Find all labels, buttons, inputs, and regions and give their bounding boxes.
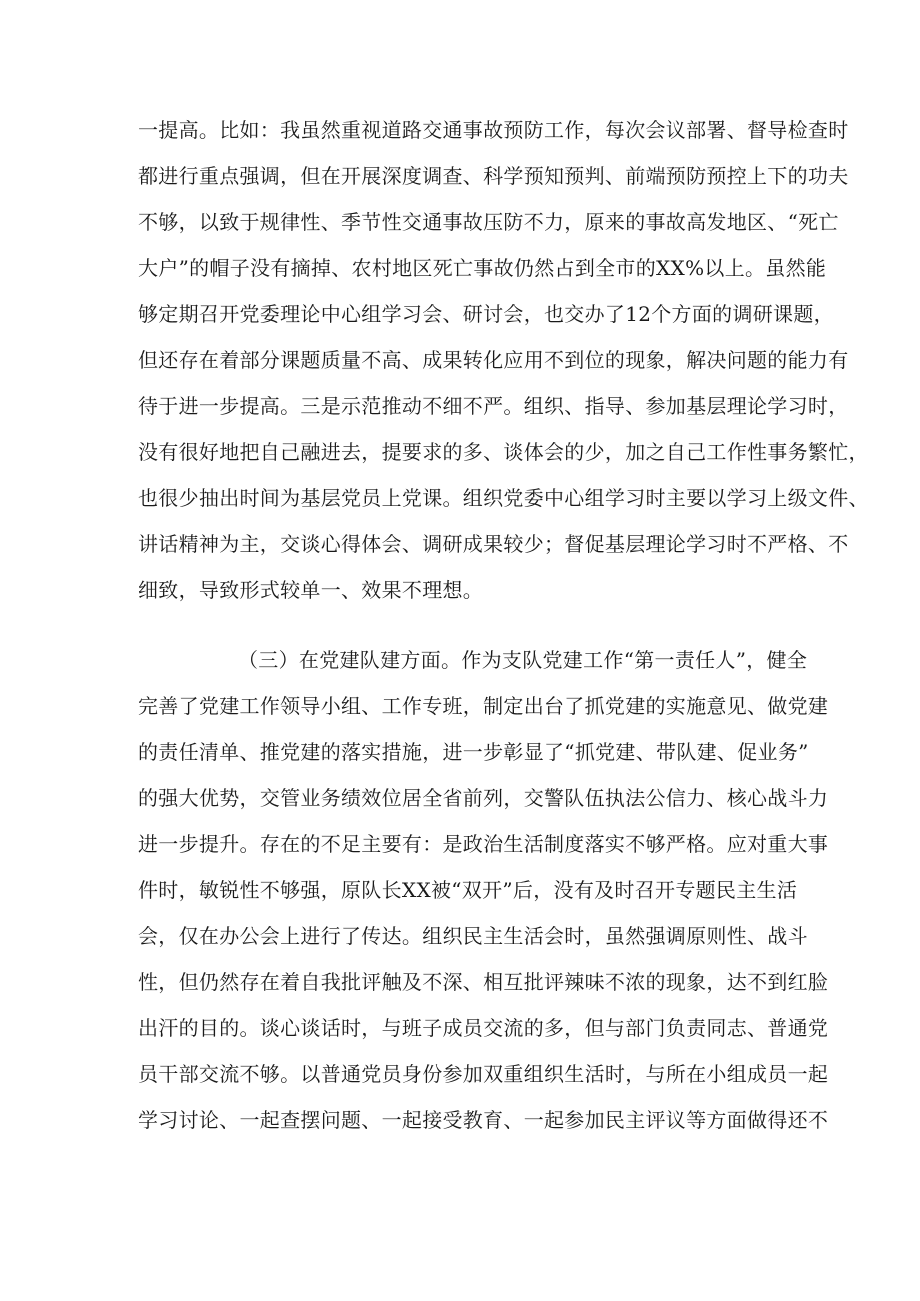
paragraph-line: 没有很好地把自己融进去，提要求的多、谈体会的少，加之自己工作性事务繁忙， (138, 440, 869, 464)
paragraph-line: 大户”的帽子没有摘掉、农村地区死亡事故仍然占到全市的XX%以上。虽然能 (138, 256, 827, 280)
paragraph-line: 性，但仍然存在着自我批评触及不深、相互批评辣味不浓的现象，达不到红脸 (138, 970, 829, 994)
paragraph-line: 都进行重点强调，但在开展深度调查、科学预知预判、前端预防预控上下的功夫 (138, 164, 849, 188)
paragraph-line: 够定期召开党委理论中心组学习会、研讨会，也交办了12个方面的调研课题， (138, 302, 834, 326)
paragraph-line: 件时，敏锐性不够强，原队长XX被“双开”后，没有及时召开专题民主生活 (138, 878, 798, 902)
paragraph-line: 学习讨论、一起查摆问题、一起接受教育、一起参加民主评议等方面做得还不 (138, 1108, 829, 1132)
paragraph-line: 一提高。比如：我虽然重视道路交通事故预防工作，每次会议部署、督导检查时 (138, 118, 849, 142)
paragraph-line: 待于进一步提高。三是示范推动不细不严。组织、指导、参加基层理论学习时， (138, 394, 849, 418)
paragraph-line: 出汗的目的。谈心谈话时，与班子成员交流的多，但与部门负责同志、普通党 (138, 1016, 829, 1040)
paragraph-line: 的强大优势，交管业务绩效位居全省前列，交警队伍执法公信力、核心战斗力 (138, 786, 829, 810)
paragraph-line: 也很少抽出时间为基层党员上党课。组织党委中心组学习时主要以学习上级文件、 (138, 486, 869, 510)
paragraph-line: 讲话精神为主，交谈心得体会、调研成果较少；督促基层理论学习时不严格、不 (138, 532, 849, 556)
paragraph-line: 完善了党建工作领导小组、工作专班，制定出台了抓党建的实施意见、做党建 (138, 694, 829, 718)
paragraph-line: （三）在党建队建方面。作为支队党建工作“第一责任人”，健全 (238, 648, 808, 672)
paragraph-line: 的责任清单、推党建的落实措施，进一步彰显了“抓党建、带队建、促业务” (138, 740, 809, 764)
paragraph-line: 但还存在着部分课题质量不高、成果转化应用不到位的现象，解决问题的能力有 (138, 348, 849, 372)
paragraph-line: 会，仅在办公会上进行了传达。组织民主生活会时，虽然强调原则性、战斗 (138, 924, 808, 948)
paragraph-line: 不够，以致于规律性、季节性交通事故压防不力，原来的事故高发地区、“死亡 (138, 210, 839, 234)
paragraph-line: 细致，导致形式较单一、效果不理想。 (138, 578, 484, 602)
paragraph-line: 进一步提升。存在的不足主要有：是政治生活制度落实不够严格。应对重大事 (138, 832, 829, 856)
paragraph-line: 员干部交流不够。以普通党员身份参加双重组织生活时，与所在小组成员一起 (138, 1062, 829, 1086)
